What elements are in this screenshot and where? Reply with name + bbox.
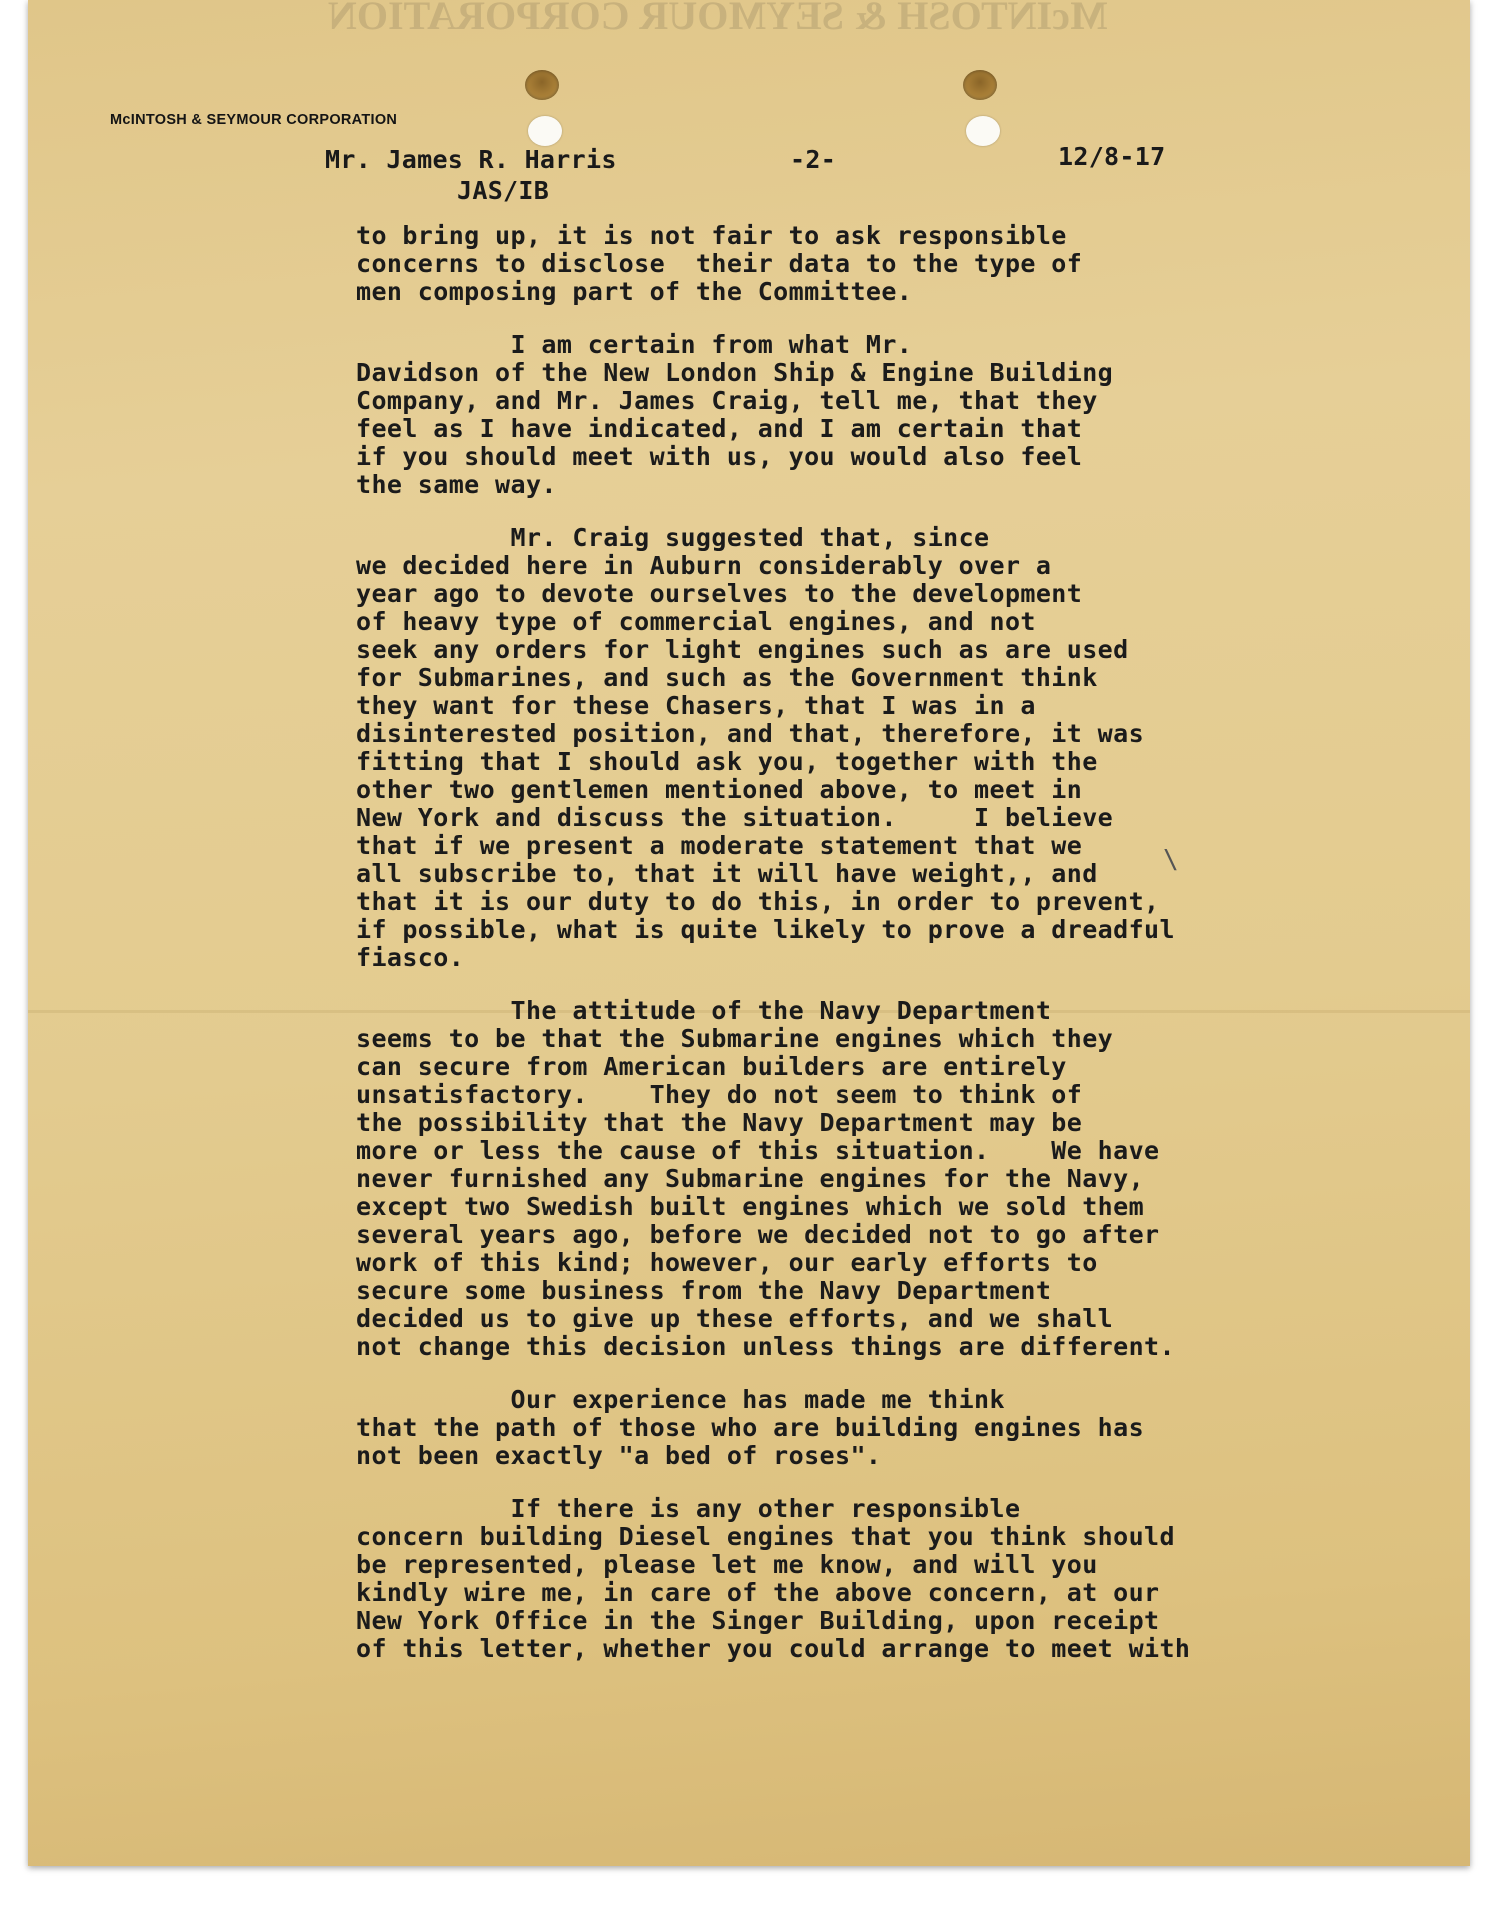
text-line: seems to be that the Submarine engines which they [356, 1024, 1114, 1053]
text-line: secure some business from the Navy Department [356, 1276, 1052, 1305]
body-paragraph [356, 222, 1470, 306]
text-line: feel as I have indicated, and I am certain that [356, 414, 1083, 443]
punch-hole-left-lower [528, 116, 562, 146]
text-line: of this letter, whether you could arrange to meet with [356, 1634, 1191, 1663]
text-line: to bring up, it is not fair to ask responsible [356, 221, 1067, 250]
text-line: they want for these Chasers, that I was in a [356, 691, 1036, 720]
text-line: the possibility that the Navy Department may be [356, 1108, 1083, 1137]
punch-hole-left [525, 70, 559, 100]
text-line: fitting that I should ask you, together with the [356, 747, 1098, 776]
text-line: If there is any other responsible [356, 1494, 1021, 1523]
text-line: if possible, what is quite likely to prove a dreadful [356, 915, 1175, 944]
letter-body [356, 222, 1470, 1688]
text-line: other two gentlemen mentioned above, to meet in [356, 775, 1083, 804]
text-line: be represented, please let me know, and will you [356, 1550, 1098, 1579]
body-paragraph [356, 1495, 1470, 1663]
text-line: Our experience has made me think [356, 1385, 1005, 1414]
text-line: the same way. [356, 470, 557, 499]
text-line: unsatisfactory. They do not seem to think of [356, 1080, 1083, 1109]
text-line: Company, and Mr. James Craig, tell me, that they [356, 386, 1098, 415]
text-line: not change this decision unless things are different. [356, 1332, 1175, 1361]
letter-date: 12/8-17 [1058, 142, 1166, 171]
text-line: of heavy type of commercial engines, and not [356, 607, 1036, 636]
page-number: -2- [790, 145, 837, 174]
text-line: except two Swedish built engines which we sold them [356, 1192, 1145, 1221]
text-line: concerns to disclose their data to the type of [356, 249, 1083, 278]
text-line: fiasco. [356, 943, 465, 972]
reference-initials: JAS/IB [457, 176, 550, 205]
text-line: we decided here in Auburn considerably over a [356, 551, 1052, 580]
margin-tick-mark: \ [1163, 845, 1179, 875]
text-line: year ago to devote ourselves to the development [356, 579, 1083, 608]
text-line: concern building Diesel engines that you think should [356, 1522, 1175, 1551]
text-line: that it is our duty to do this, in order to prevent, [356, 887, 1160, 916]
body-paragraph [356, 331, 1470, 499]
text-line: that the path of those who are building engines has [356, 1413, 1145, 1442]
text-line: all subscribe to, that it will have weight,, and [356, 859, 1098, 888]
body-paragraph [356, 997, 1470, 1361]
text-line: work of this kind; however, our early efforts to [356, 1248, 1098, 1277]
text-line: if you should meet with us, you would also feel [356, 442, 1083, 471]
text-line: New York and discuss the situation. I believe [356, 803, 1114, 832]
text-line: I am certain from what Mr. [356, 330, 913, 359]
text-line: kindly wire me, in care of the above concern, at our [356, 1578, 1160, 1607]
body-paragraph [356, 1386, 1470, 1470]
punch-hole-right [963, 70, 997, 100]
text-line: seek any orders for light engines such as are used [356, 635, 1129, 664]
text-line: New York Office in the Singer Building, upon receipt [356, 1606, 1160, 1635]
recipient-name: Mr. James R. Harris [325, 145, 617, 174]
company-letterhead: McINTOSH & SEYMOUR CORPORATION [110, 112, 398, 128]
text-line: men composing part of the Committee. [356, 277, 913, 306]
text-line: several years ago, before we decided not to go after [356, 1220, 1160, 1249]
text-line: not been exactly "a bed of roses". [356, 1441, 882, 1470]
text-line: The attitude of the Navy Department [356, 996, 1052, 1025]
text-line: Mr. Craig suggested that, since [356, 523, 990, 552]
body-paragraph [356, 524, 1470, 972]
punch-hole-right-lower [966, 116, 1000, 146]
text-line: for Submarines, and such as the Government think [356, 663, 1098, 692]
text-line: never furnished any Submarine engines for the Navy, [356, 1164, 1145, 1193]
text-line: more or less the cause of this situation. We have [356, 1136, 1160, 1165]
letter-page [28, 0, 1470, 1866]
show-through-title: McINTOSH & SEYMOUR CORPORATION [328, 0, 1108, 38]
text-line: Davidson of the New London Ship & Engine Building [356, 358, 1114, 387]
text-line: disinterested position, and that, therefore, it was [356, 719, 1145, 748]
text-line: decided us to give up these efforts, and we shall [356, 1304, 1114, 1333]
text-line: that if we present a moderate statement that we [356, 831, 1083, 860]
text-line: can secure from American builders are entirely [356, 1052, 1067, 1081]
